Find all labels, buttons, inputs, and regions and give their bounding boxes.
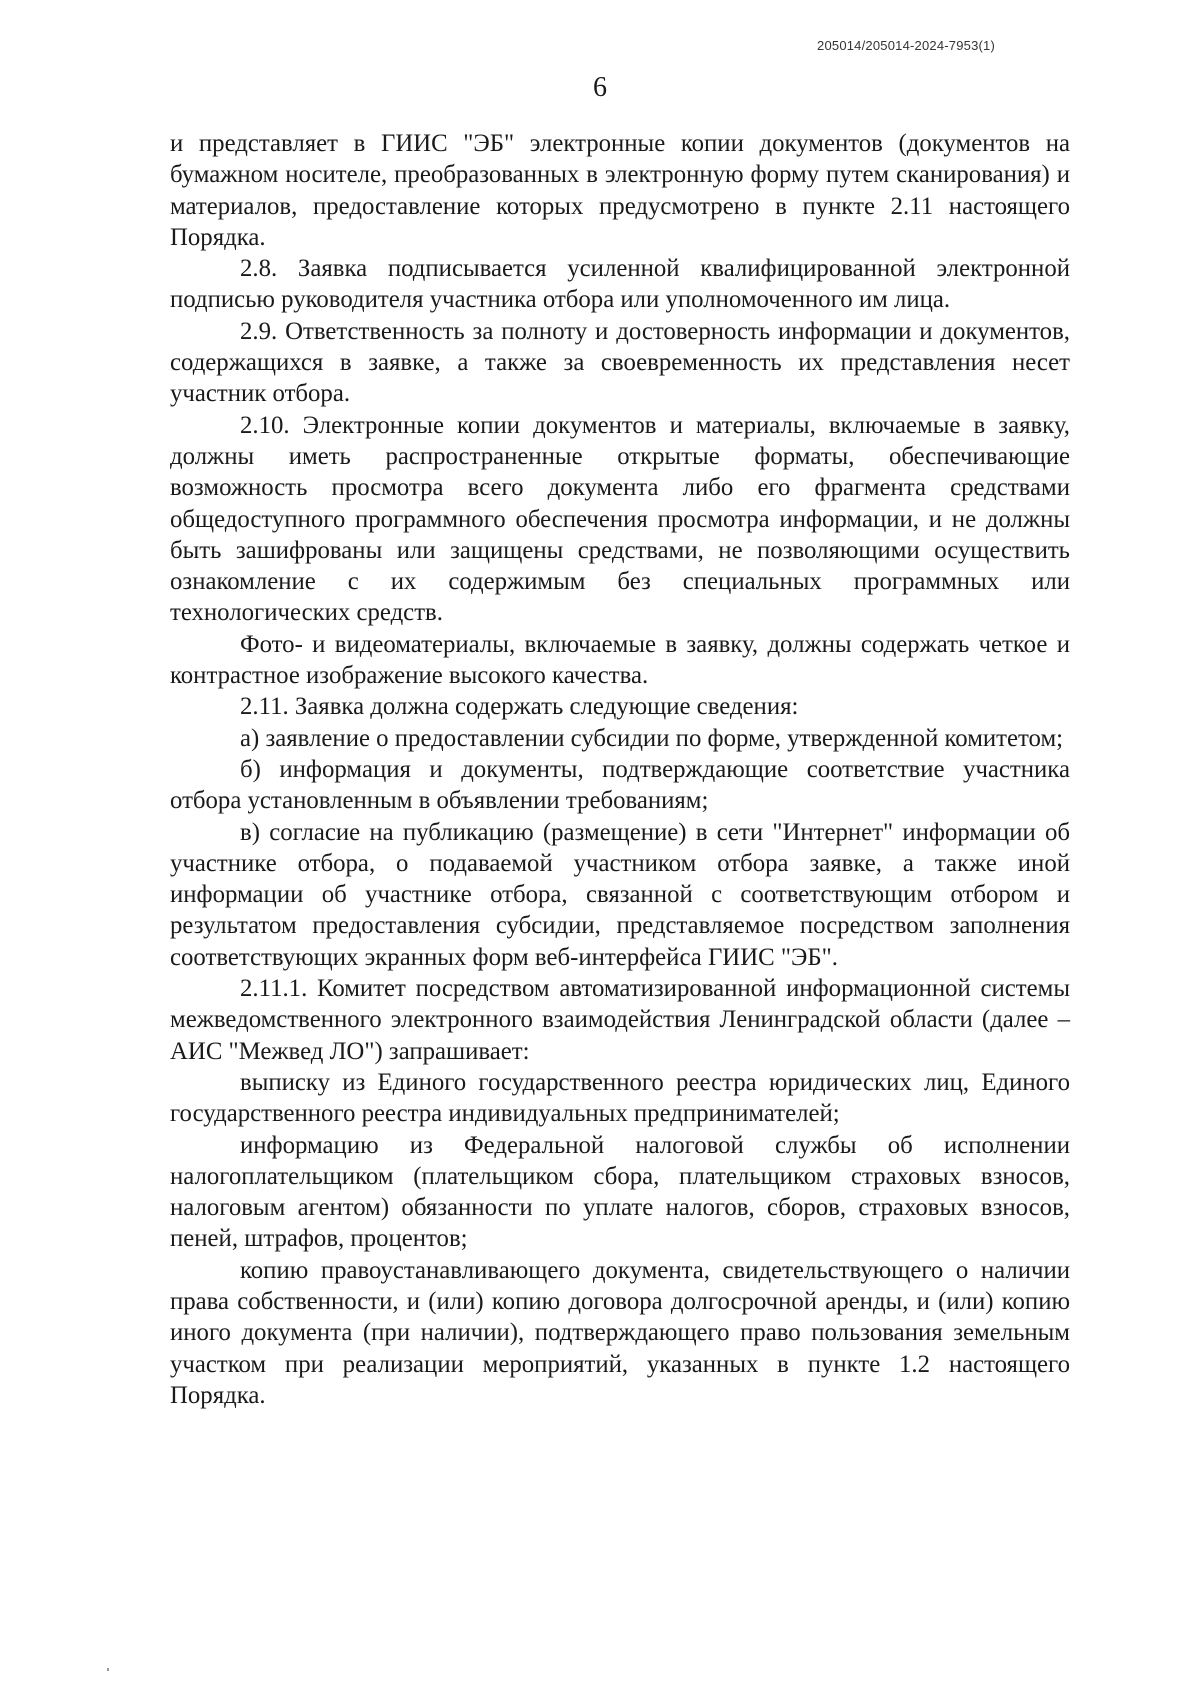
document-body — [170, 128, 1070, 1411]
paragraph-2-11-1: 2.11.1. Комитет посредством автоматизированной информационной системы межведомственного электронного взаимодействия Ленинградской области (далее – АИС "Межвед ЛО") запрашивает: — [170, 975, 1070, 1065]
paragraph-2-10: 2.10. Электронные копии документов и материалы, включаемые в заявку, должны иметь распространенные открытые форматы, обеспечивающие возможность просмотра всего документа либо его фрагмента средствами общедоступного программного обеспечения просмотра информации, и не должны быть зашифрованы или защищены средствами, не позволяющими осуществить ознакомление с их содержимым без специальных программных или технологических средств. — [170, 411, 1070, 627]
page-number: 6 — [593, 72, 607, 103]
paragraph-continuation: и представляет в ГИИС "ЭБ" электронные копии документов (документов на бумажном носителе, преобразованных в электронную форму путем сканирования) и материалов, предоставление которых предусмотрено в пункте 2.11 настоящего Порядка. — [170, 130, 1070, 251]
request-item-land-rights: копию правоустанавливающего документа, свидетельствующего о наличии права собственности, и (или) копию договора долгосрочной аренды, и (или) копию иного документа (при наличии), подтверждающего право пользования земельным участком при реализации мероприятий, указанных в пункте 1.2 настоящего Порядка. — [170, 1256, 1070, 1409]
paragraph-photo-video: Фото- и видеоматериалы, включаемые в заявку, должны содержать четкое и контрастное изображение высокого качества. — [170, 630, 1070, 690]
request-item-egrul: выписку из Единого государственного реестра юридических лиц, Единого государственного реестра индивидуальных предпринимателей; — [170, 1068, 1070, 1128]
request-item-fns: информацию из Федеральной налоговой службы об исполнении налогоплательщиком (плательщиком сбора, плательщиком страховых взносов, налоговым агентом) обязанности по уплате налогов, сборов, страховых взносов, пеней, штрафов, процентов; — [170, 1131, 1070, 1253]
paragraph-2-11: 2.11. Заявка должна содержать следующие сведения: — [240, 693, 799, 721]
paragraph-2-8: 2.8. Заявка подписывается усиленной квалифицированной электронной подписью руководителя участника отбора или уполномоченного им лица. — [170, 255, 1070, 314]
list-item-a: а) заявление о предоставлении субсидии по форме, утвержденной комитетом; — [240, 724, 1064, 752]
scan-speck — [107, 1668, 109, 1671]
list-item-v: в) согласие на публикацию (размещение) в сети "Интернет" информации об участнике отбора, о подаваемой участником отбора заявке, а также иной информации об участнике отбора, связанной с соответствующим отбором и результатом предоставления субсидии, представляемое посредством заполнения соответствующих экранных форм веб-интерфейса ГИИС "ЭБ". — [170, 818, 1070, 971]
document-id: 205014/205014-2024-7953(1) — [817, 38, 995, 53]
paragraph-2-9: 2.9. Ответственность за полноту и достоверность информации и документов, содержащихся в заявке, а также за своевременность их представления несет участник отбора. — [170, 317, 1070, 408]
list-item-b: б) информация и документы, подтверждающие соответствие участника отбора установленным в объявлении требованиям; — [170, 755, 1070, 815]
